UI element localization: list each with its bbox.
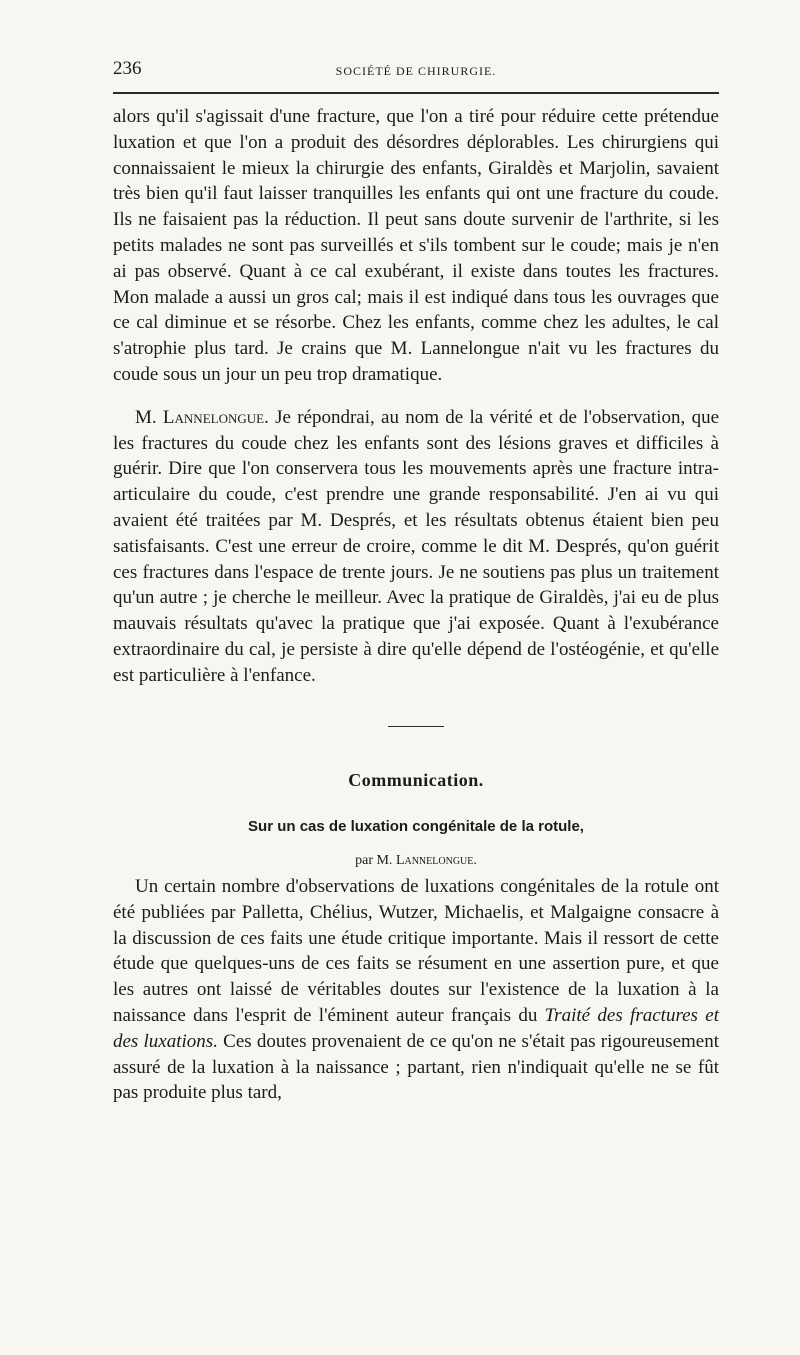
running-head [113,58,719,84]
author-name: Lannelongue. [395,853,477,869]
article-text-part-2: Ces doutes provenaient de ce qu'on ne s'était pas rigoureusement assuré de la luxation à la naissance ; partant, rien n'indiquait qu'elle ne se fût pas produite plus tard, [113,1030,719,1104]
article-title: Sur un cas de luxation congénitale de la rotule, [248,818,584,836]
body-text [113,104,719,1106]
section-heading: Communication. [348,769,484,790]
article-paragraph-1 [113,874,719,1106]
speaker-name: M. Lannelongue. [135,406,269,428]
discussion-paragraph-2 [113,405,719,689]
header-rule [113,92,719,94]
author-prefix: par M. [355,853,396,869]
section-separator-rule [388,726,444,727]
article-text-part-1: Un certain nombre d'observations de luxations congénitales de la rotule ont été publiées par Palletta, Chélius, Wutzer, Michaelis, et Malgaigne consacre à la discussion de ces faits une étude critique importante. Mais il ressort de cette étude que quelques-uns de ces faits se résument en une assertion pure, et que les autres ont laissé de véritables doutes sur l'existence de la luxation à la naissance dans l'esprit de l'éminent auteur français du [113,875,719,1026]
discussion-paragraph-1: alors qu'il s'agissait d'une fracture, que l'on a tiré pour réduire cette prétendue luxation et que l'on a produit des désordres déplorables. Les chirurgiens qui connaissaient le mieux la chirurgie des enfants, Giraldès et Marjolin, savaient très bien qu'il faut laisser tranquilles les enfants qui ont une fracture du coude. Ils ne faisaient pas la réduction. Il peut sans doute survenir de l'arthrite, si les petits malades ne sont pas surveillés et s'ils tombent sur le coude; mais je n'en ai pas observé. Quant à ce cal exubérant, il existe dans toutes les fractures. Mon malade a aussi un gros cal; mais il est indiqué dans tous les ouvrages que ce cal diminue et se résorbe. Chez les enfants, comme chez les adultes, le cal s'atrophie plus tard. Je crains que M. Lannelongue n'ait vu les fractures du coude sous un jour un peu trop dramatique. [113,106,719,385]
page [113,58,719,1106]
article-author [113,848,719,874]
discussion-paragraph-2-text: Je répondrai, au nom de la vérité et de l'observation, que les fractures du coude chez les enfants sont des lésions graves et difficiles à guérir. Dire que l'on conservera tous les mouvements après une fracture intra-articulaire du coude, c'est prendre une grande responsabilité. J'en ai vu qui avaient été traitées par M. Després, et les résultats obtenus étaient bien peu satisfaisants. C'est une erreur de croire, comme le dit M. Després, qu'on guérit ces fractures dans l'espace de trente jours. Je ne soutiens pas plus un traitement qu'un autre ; je cherche le meilleur. Avec la pratique de Giraldès, j'ai eu de plus mauvais résultats qu'avec la pratique que j'ai exposée. Quant à l'exubérance extraordinaire du cal, je persiste à dire qu'elle dépend de l'ostéogénie, et qu'elle est particulière à l'enfance. [113,406,719,686]
book-title: Traité des fractures et des luxations. [113,1004,720,1052]
page-number: 236 [113,58,142,79]
running-title: SOCIÉTÉ DE CHIRURGIE. [335,64,497,78]
